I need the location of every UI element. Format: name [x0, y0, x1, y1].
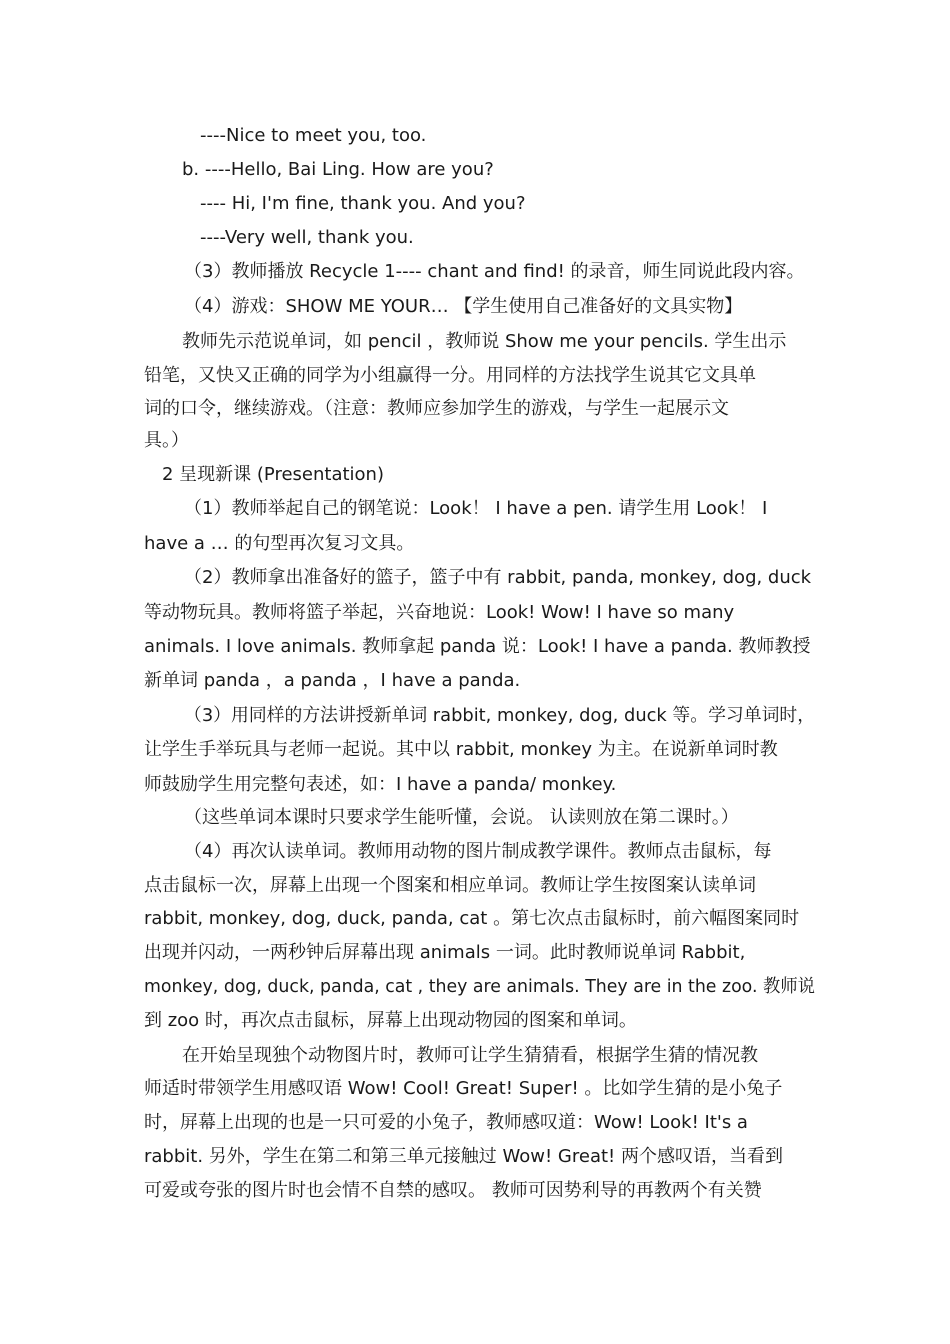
section-heading: 2 呈现新课 (Presentation) — [162, 464, 384, 485]
text-line: （4）再次认读单词。教师用动物的图片制成教学课件。教师点击鼠标，每 — [184, 841, 772, 862]
text-line: 可爱或夸张的图片时也会情不自禁的感叹。 教师可因势利导的再教两个有关赞 — [144, 1180, 762, 1201]
text-line: 词的口令，继续游戏。（注意：教师应参加学生的游戏，与学生一起展示文 — [144, 398, 729, 419]
text-line: 时，屏幕上出现的也是一只可爱的小兔子，教师感叹道：Wow! Look! It's a — [144, 1112, 748, 1133]
text-line: have a … 的句型再次复习文具。 — [144, 533, 415, 554]
text-line: （2）教师拿出准备好的篮子，篮子中有 rabbit, panda, monkey, dog, duck — [184, 567, 812, 588]
text-line: 具。） — [144, 430, 189, 451]
text-line: 铅笔，又快又正确的同学为小组赢得一分。用同样的方法找学生说其它文具单 — [144, 365, 756, 386]
text-line: rabbit. 另外，学生在第二和第三单元接触过 Wow! Great! 两个感叹语，当看到 — [144, 1146, 783, 1167]
text-line: （3）用同样的方法讲授新单词 rabbit, monkey, dog, duck 等。学习单词时， — [184, 705, 816, 726]
text-line: ---- Hi, I'm fine, thank you. And you? — [200, 193, 526, 214]
text-line: 点击鼠标一次，屏幕上出现一个图案和相应单词。教师让学生按图案认读单词 — [144, 875, 756, 896]
text-line: （1）教师举起自己的钢笔说：Look！ I have a pen. 请学生用 Look！ I — [184, 498, 768, 519]
text-line: monkey, dog, duck, panda, cat , they are animals. They are in the zoo. 教师说 — [144, 976, 815, 997]
text-line: 师鼓励学生用完整句表述，如：I have a panda/ monkey. — [144, 774, 617, 795]
text-line: 等动物玩具。教师将篮子举起，兴奋地说：Look! Wow! I have so many — [144, 602, 735, 623]
text-line: ----Very well, thank you. — [200, 227, 414, 248]
text-line: rabbit, monkey, dog, duck, panda, cat 。第七次点击鼠标时，前六幅图案同时 — [144, 908, 800, 929]
text-line: （3）教师播放 Recycle 1---- chant and find! 的录音，师生同说此段内容。 — [184, 261, 805, 282]
text-line: 新单词 panda ，a panda ，I have a panda. — [144, 670, 521, 691]
text-line: （这些单词本课时只要求学生能听懂，会说。 认读则放在第二课时。） — [184, 807, 739, 828]
text-line: 出现并闪动，一两秒钟后屏幕出现 animals 一词。此时教师说单词 Rabbit, — [144, 942, 746, 963]
text-line: 到 zoo 时，再次点击鼠标，屏幕上出现动物园的图案和单词。 — [144, 1010, 637, 1031]
text-line: 教师先示范说单词，如 pencil ，教师说 Show me your pencils. 学生出示 — [182, 331, 787, 352]
text-line: 师适时带领学生用感叹语 Wow! Cool! Great! Super! 。比如学生猜的是小兔子 — [144, 1078, 783, 1099]
text-line: （4）游戏：SHOW ME YOUR… 【学生使用自己准备好的文具实物】 — [184, 296, 743, 317]
text-line: ----Nice to meet you, too. — [200, 125, 427, 146]
text-line: b. ----Hello, Bai Ling. How are you? — [182, 159, 494, 180]
text-line: 让学生手举玩具与老师一起说。其中以 rabbit, monkey 为主。在说新单词时教 — [144, 739, 778, 760]
text-line: animals. I love animals. 教师拿起 panda 说：Look! I have a panda. 教师教授 — [144, 636, 811, 657]
text-line: 在开始呈现独个动物图片时，教师可让学生猜猜看，根据学生猜的情况教 — [182, 1045, 758, 1066]
